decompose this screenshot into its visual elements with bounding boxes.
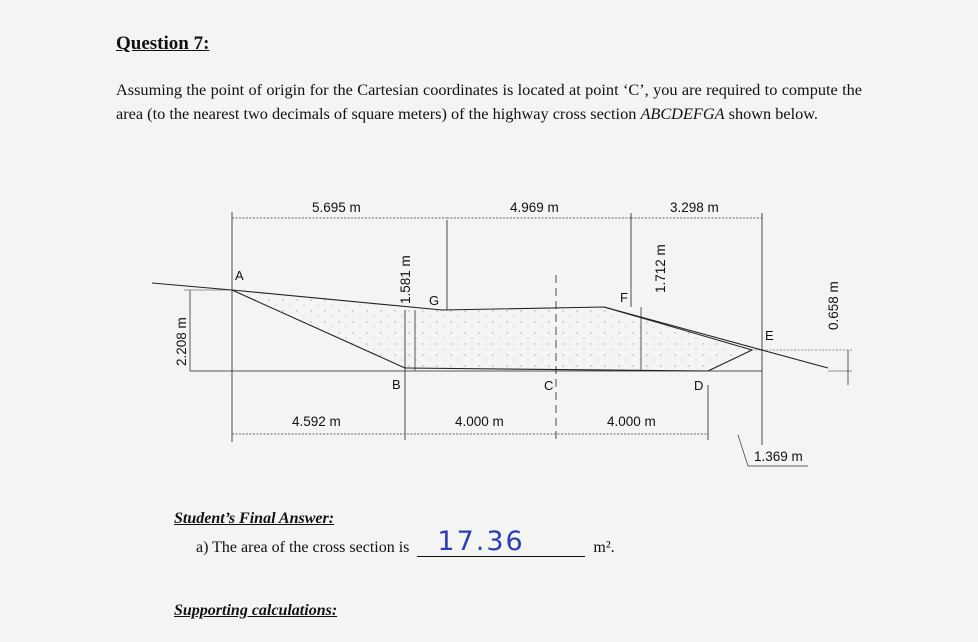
- dim-label-top-middle: 4.969 m: [510, 200, 559, 215]
- dim-label-height-F: 1.712 m: [653, 244, 668, 293]
- dim-label-height-G: 1.581 m: [398, 255, 413, 304]
- answer-line: [196, 526, 615, 557]
- answer-prefix: a) The area of the cross section is: [196, 539, 410, 556]
- answer-unit: m².: [593, 539, 615, 556]
- question-heading: Question 7:: [116, 33, 210, 54]
- dim-label-bottom-left: 4.592 m: [292, 414, 341, 429]
- point-label-F: F: [620, 290, 628, 305]
- dim-label-bottom-middle-left: 4.000 m: [455, 414, 504, 429]
- final-answer-title: Student’s Final Answer:: [174, 510, 335, 527]
- dim-label-height-right: 0.658 m: [826, 281, 841, 330]
- point-label-D: D: [694, 378, 704, 393]
- answer-blank[interactable]: [417, 526, 585, 557]
- dim-label-bottom-middle-right: 4.000 m: [607, 414, 656, 429]
- point-label-B: B: [392, 377, 401, 392]
- dim-label-height-left: 2.208 m: [174, 317, 189, 366]
- dim-label-top-left: 5.695 m: [312, 200, 361, 215]
- question-text-italic: ABCDEFGA: [640, 104, 725, 123]
- dim-label-bottom-right: 1.369 m: [754, 449, 803, 464]
- supporting-calculations-title: Supporting calculations:: [174, 602, 338, 619]
- point-label-E: E: [765, 328, 774, 343]
- point-label-G: G: [429, 293, 440, 308]
- point-label-A: A: [235, 268, 244, 283]
- cross-section-fill: [232, 290, 752, 371]
- dim-label-top-right: 3.298 m: [670, 200, 719, 215]
- question-text-part1: Assuming the point of origin for the Cartesian coordinates is located at point ‘C’, you are required to compute the area (to the nearest two decimals of square meters) of the highway cross section: [116, 80, 862, 123]
- answer-value: 17.36: [437, 526, 525, 557]
- question-text-part2: shown below.: [724, 104, 819, 123]
- point-label-C: C: [544, 378, 554, 393]
